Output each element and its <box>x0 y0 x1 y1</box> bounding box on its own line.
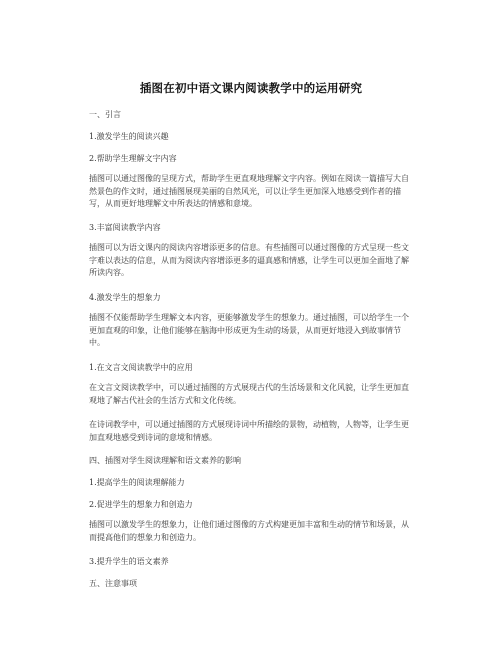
subheading-imagination: 4.激发学生的想象力 <box>89 293 161 302</box>
section-heading-intro: 一、引言 <box>89 110 121 119</box>
section-heading-notes: 五、注意事项 <box>89 579 137 588</box>
subheading-creativity: 2.促进学生的想象力和创造力 <box>89 500 193 509</box>
subheading-literacy: 3.提升学生的语文素养 <box>89 557 169 566</box>
section-heading-impact: 四、插图对学生阅读理解和语文素养的影响 <box>89 456 241 465</box>
subheading-enrich-content: 3.丰富阅读教学内容 <box>89 223 161 232</box>
paragraph-classical-chinese: 在文言文阅读教学中，可以通过插图的方式展现古代的生活场景和文化风貌，让学生更加直观地了解古代社会的生活方式和文化传统。 <box>89 383 409 405</box>
subheading-understand-text: 2.帮助学生理解文字内容 <box>89 154 177 163</box>
subheading-reading-ability: 1.提高学生的阅读理解能力 <box>89 478 185 487</box>
paragraph-poetry: 在诗词教学中，可以通过插图的方式展现诗词中所描绘的景物，动植物，人物等，让学生更加直观地感受到诗词的意境和情感。 <box>89 420 409 442</box>
paragraph-imagination: 插图不仅能帮助学生理解文本内容，更能够激发学生的想象力。通过插图，可以给学生一个更加直观的印象，让他们能够在脑海中形成更为生动的场景，从而更好地浸入到故事情节中。 <box>89 313 409 348</box>
paragraph-creativity: 插图可以激发学生的想象力，让他们通过图像的方式构建更加丰富和生动的情节和场景，从而提高他们的想象力和创造力。 <box>89 520 409 542</box>
subheading-reading-interest: 1.激发学生的阅读兴趣 <box>89 132 169 141</box>
page-title: 插图在初中语文课内阅读教学中的运用研究 <box>139 81 363 95</box>
paragraph-understand-text: 插图可以通过图像的呈现方式，帮助学生更直观地理解文字内容。例如在阅读一篇描写大自然景色的作文时，通过插图展现美丽的自然风光，可以让学生更加深入地感受到作者的描写，从而更好地理解文中所表达的情感和意境。 <box>89 174 409 209</box>
subheading-classical-chinese: 1.在文言文阅读教学中的应用 <box>89 363 193 372</box>
paragraph-enrich-content: 插图可以为语文课内的阅读内容增添更多的信息。有些插图可以通过图像的方式呈现一些文字难以表达的信息，从而为阅读内容增添更多的逼真感和情感，让学生可以更加全面地了解所读内容。 <box>89 243 409 278</box>
